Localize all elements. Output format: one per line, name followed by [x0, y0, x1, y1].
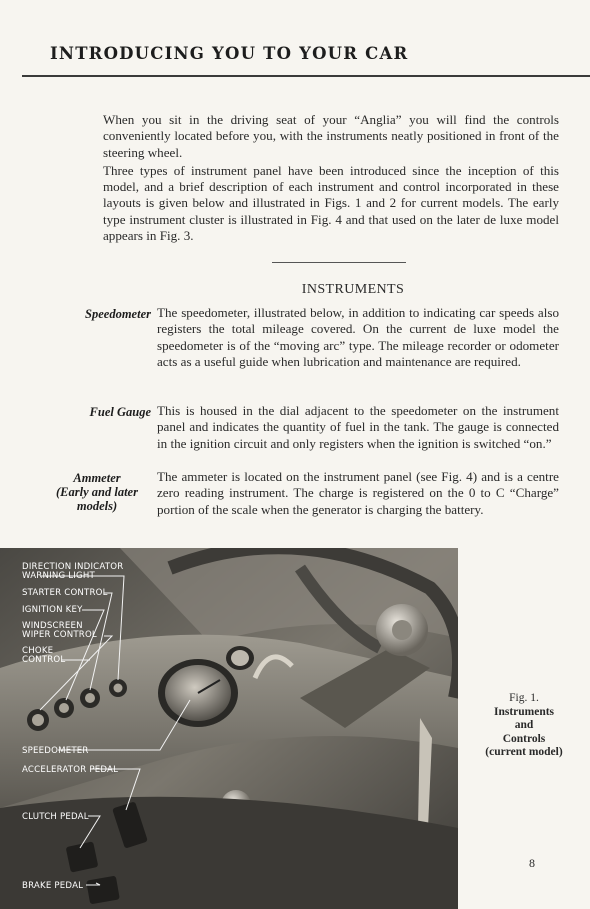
figure-caption-line-2: and: [514, 719, 534, 731]
callout-direction-indicator: DIRECTION INDICATOR: [22, 562, 124, 572]
intro-paragraph-1: When you sit in the driving seat of your “Anglia” you will find the controls conveniently located before you, with the instruments neatly positioned in front of the steering wheel.: [103, 112, 559, 160]
callout-starter-control: STARTER CONTROL: [22, 588, 108, 598]
callout-clutch-pedal: CLUTCH PEDAL: [22, 812, 89, 822]
header-rule: [22, 75, 590, 77]
callout-warning-light: WARNING LIGHT: [22, 571, 95, 581]
callout-wiper-control: WIPER CONTROL: [22, 630, 97, 640]
figure-caption-line-4: (current model): [485, 746, 563, 758]
intro-text: [103, 112, 559, 246]
callout-ignition-key: IGNITION KEY: [22, 605, 83, 615]
callout-speedometer: SPEEDOMETER: [22, 746, 89, 756]
entry-label-speedometer: Speedometer: [85, 307, 151, 321]
section-heading: INSTRUMENTS: [301, 282, 405, 297]
entry-label-ammeter-line-2: (Early and later: [56, 485, 138, 499]
intro-paragraph-2: Three types of instrument panel have been introduced since the inception of this model, and a brief description of each instrument and control incorporated in these layouts is given below and illustrated in Figs. 1 and 2 for current models. The early type instrument cluster is illustrated in Fig. 4 and that used on the later de luxe model appears in Fig. 3.: [103, 162, 559, 244]
page-number: 8: [529, 856, 535, 870]
entry-label-ammeter-line-3: models): [76, 499, 118, 513]
entry-label-ammeter-line-1: Ammeter: [73, 471, 121, 485]
page-header-title: INTRODUCING YOU TO YOUR CAR: [50, 44, 409, 63]
callout-control: CONTROL: [22, 655, 66, 665]
dashboard-photo: [0, 548, 458, 909]
callout-accelerator-pedal: ACCELERATOR PEDAL: [22, 765, 119, 775]
callout-brake-pedal: BRAKE PEDAL: [22, 881, 84, 891]
callout-choke: CHOKE: [22, 646, 54, 656]
entry-text-fuel-gauge: This is housed in the dial adjacent to the speedometer on the instrument panel and indicates the quantity of fuel in the tank. The gauge is connected in the ignition circuit and only registers when the ignition is switched “on.”: [157, 403, 559, 451]
figure-caption-line-3: Controls: [502, 732, 546, 745]
entry-text-ammeter: The ammeter is located on the instrument panel (see Fig. 4) and is a centre zero reading instrument. The charge is registered on the 0 to C “Charge” portion of the scale when the generator is charging the battery.: [157, 469, 559, 517]
section-divider: [272, 262, 406, 263]
figure-caption-line-1: Instruments: [493, 705, 555, 718]
figure-caption-number: Fig. 1.: [509, 692, 539, 704]
dashboard-illustration: [0, 548, 458, 909]
entry-label-ammeter: [38, 471, 156, 513]
entry-label-fuel-gauge: Fuel Gauge: [89, 405, 151, 419]
callout-windscreen: WINDSCREEN: [22, 621, 83, 631]
entry-text-speedometer: The speedometer, illustrated below, in addition to indicating car speeds also registers the total mileage covered. On the current de luxe model the speedometer is of the “moving arc” type. The mileage recorder or odometer acts as a useful guide when lubrication and maintenance are required.: [157, 305, 559, 369]
speedometer-dial: [158, 659, 238, 727]
figure-caption: [466, 692, 582, 760]
